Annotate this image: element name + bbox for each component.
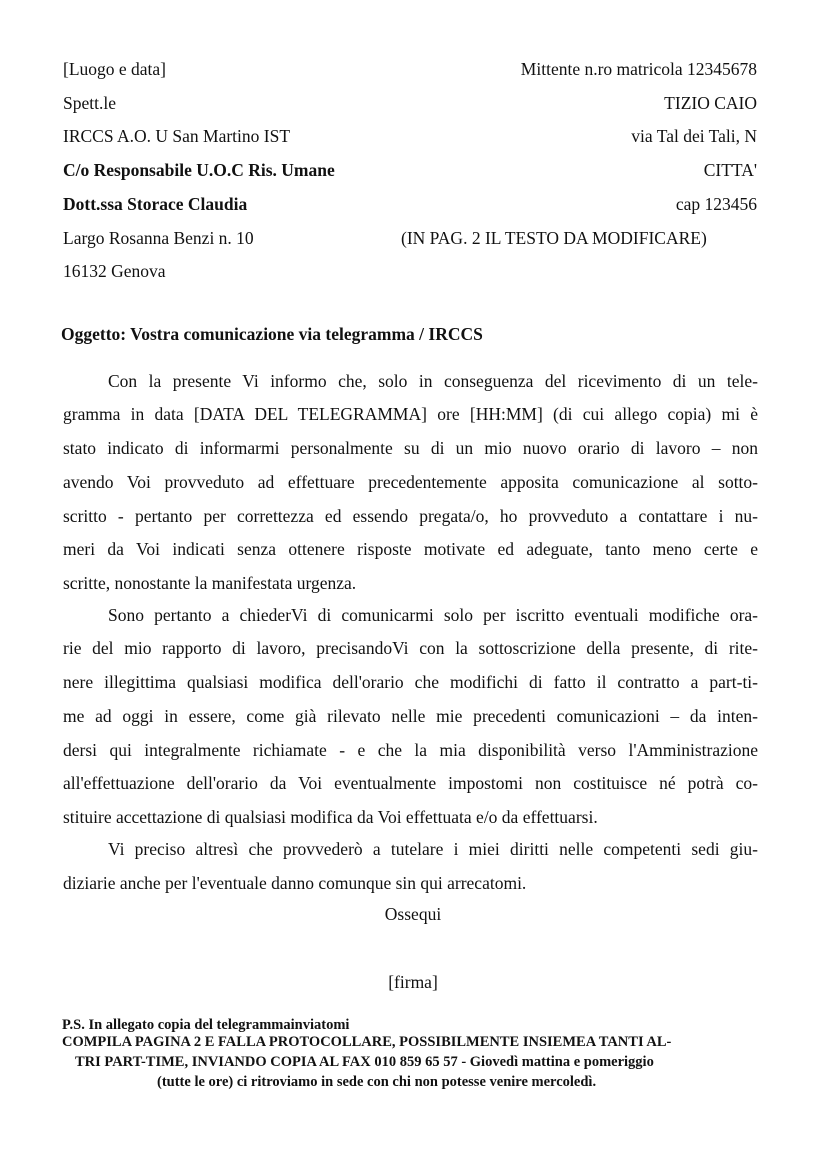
sender-name: TIZIO CAIO: [664, 93, 757, 113]
recipient-city: 16132 Genova: [63, 261, 166, 281]
body-line: me ad oggi in essere, come già rilevato nelle mie precedenti comunicazioni – da inten-: [63, 706, 758, 726]
recipient-salutation: Spett.le: [63, 93, 116, 113]
body-line: stato indicato di informarmi personalmente su di un mio nuovo orario di lavoro – non: [63, 438, 758, 458]
body-line: meri da Voi indicati senza ottenere risposte motivate ed adeguate, tanto meno certe e: [63, 539, 758, 559]
sender-postcode: cap 123456: [675, 194, 757, 214]
subject-line: Oggetto: Vostra comunicazione via telegramma / IRCCS: [61, 324, 483, 344]
place-date: [Luogo e data]: [63, 59, 167, 79]
body-line: Con la presente Vi informo che, solo in conseguenza del ricevimento di un tele-: [108, 371, 758, 391]
page-note: (IN PAG. 2 IL TESTO DA MODIFICARE): [401, 228, 707, 248]
body-line: Vi preciso altresì che provvederò a tutelare i miei diritti nelle competenti sedi giu-: [108, 839, 758, 859]
recipient-organization: IRCCS A.O. U San Martino IST: [63, 126, 291, 146]
sender-street: via Tal dei Tali, N: [631, 126, 757, 146]
closing-greeting: Ossequi: [384, 904, 442, 924]
body-line: avendo Voi provveduto ad effettuare precedentemente apposita comunicazione al sotto-: [63, 472, 758, 492]
postscript-instructions: COMPILA PAGINA 2 E FALLA PROTOCOLLARE, POSSIBILMENTE INSIEMEA TANTI AL-: [62, 1034, 672, 1050]
body-line: stituire accettazione di qualsiasi modifica da Voi effettuata e/o da effettuarsi.: [63, 807, 598, 827]
body-line: scritte, nonostante la manifestata urgenza.: [63, 573, 357, 593]
recipient-name: Dott.ssa Storace Claudia: [63, 194, 248, 214]
body-line: all'effettuazione dell'orario da Voi eventualmente impostomi non costituisce né potrà co-: [63, 773, 758, 793]
body-line: rie del mio rapporto di lavoro, precisandoVi con la sottoscrizione della presente, di rite-: [63, 638, 758, 658]
recipient-department: C/o Responsabile U.O.C Ris. Umane: [63, 160, 335, 180]
sender-city: CITTA': [703, 160, 757, 180]
body-line: scritto - pertanto per correttezza ed essendo pregata/o, ho provveduto a contattare i nu-: [63, 506, 758, 526]
body-line: gramma in data [DATA DEL TELEGRAMMA] ore [HH:MM] (di cui allego copia) mi è: [63, 404, 758, 424]
signature-placeholder: [firma]: [388, 972, 438, 992]
body-line: Sono pertanto a chiederVi di comunicarmi solo per iscritto eventuali modifiche ora-: [108, 605, 758, 625]
sender-id: Mittente n.ro matricola 12345678: [520, 59, 757, 79]
body-line: dersi qui integralmente richiamate - e che la mia disponibilità verso l'Amministrazione: [63, 740, 758, 760]
body-line: diziarie anche per l'eventuale danno comunque sin qui arrecatomi.: [63, 873, 527, 893]
body-line: nere illegittima qualsiasi modifica dell'orario che modifichi di fatto il contratto a part-ti-: [63, 672, 758, 692]
postscript-instructions: (tutte le ore) ci ritroviamo in sede con chi non potesse venire mercoledì.: [157, 1074, 597, 1090]
recipient-street: Largo Rosanna Benzi n. 10: [63, 228, 254, 248]
postscript-instructions: TRI PART-TIME, INVIANDO COPIA AL FAX 010 859 65 57 - Giovedì mattina e pomeriggio: [75, 1054, 654, 1070]
postscript-line: P.S. In allegato copia del telegrammainviatomi: [62, 1017, 350, 1033]
